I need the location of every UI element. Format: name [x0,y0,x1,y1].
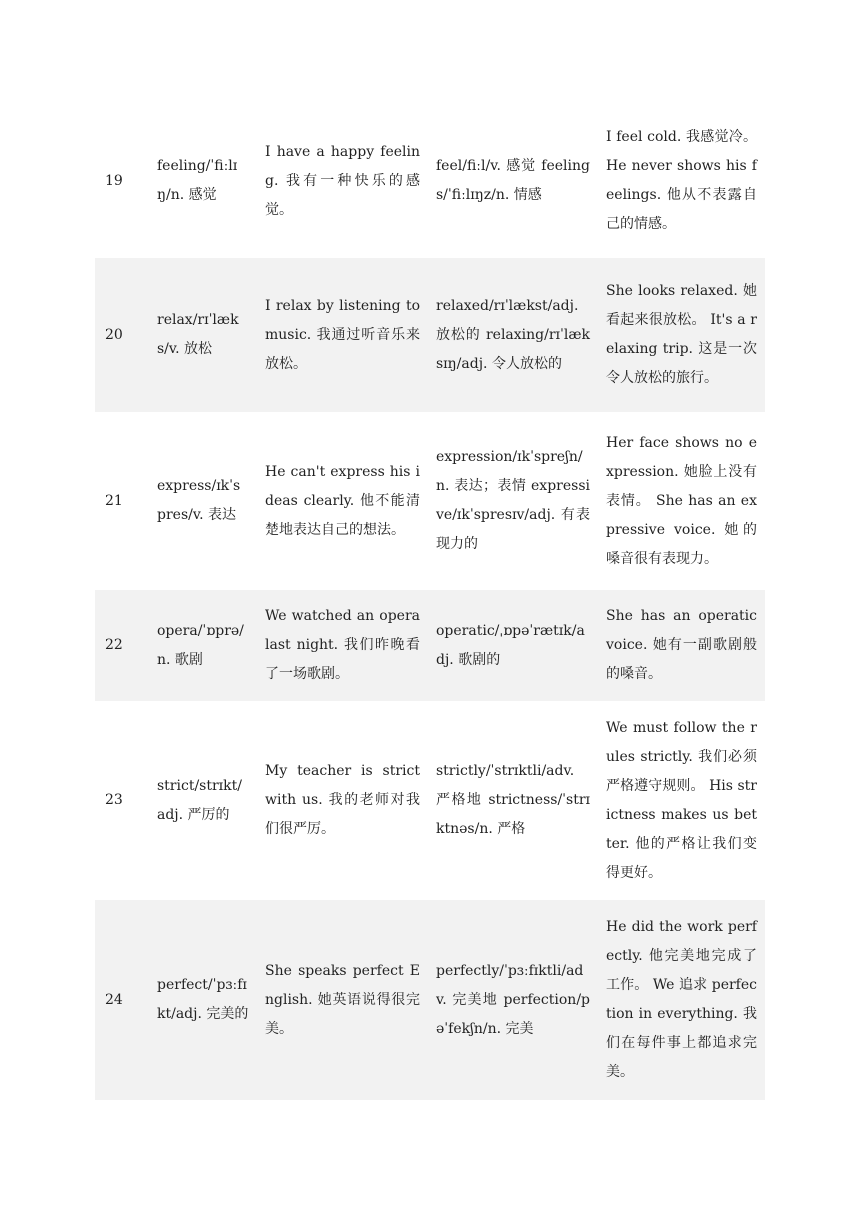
word-entry: express/ɪkˈspres/v. 表达 [157,478,241,523]
word-entry: relax/rɪˈlæks/v. 放松 [149,258,257,412]
example-sentence: She speaks perfect English. 她英语说得很完美。 [257,900,428,1100]
table-row [95,412,765,590]
row-number: 19 [105,172,123,189]
derivatives: relaxed/rɪˈlækst/adj. 放松的 relaxing/rɪˈlæksɪŋ/adj. 令人放松的 [428,258,598,412]
row-number: 23 [105,792,123,808]
table-row [95,104,765,258]
usage-examples: Her face shows no expression. 她脸上没有表情。 She has an expressive voice. 她的嗓音很有表现力。 [606,434,757,567]
usage-examples: He did the work perfectly. 他完美地完成了工作。 We 追求 perfection in everything. 我们在每件事上都追求完美。 [598,900,765,1100]
word-entry: feeling/ˈfiːlɪŋ/n. 感觉 [157,158,238,203]
usage-examples: We must follow the rules strictly. 我们必须严格遵守规则。 His strictness makes us better. 他的严格让我们变得更好。 [606,719,757,881]
vocabulary-table [95,104,765,1100]
usage-examples: She has an operatic voice. 她有一副歌剧般的嗓音。 [598,590,765,701]
example-sentence: He can't express his ideas clearly. 他不能清楚地表达自己的想法。 [265,463,420,538]
example-sentence: I relax by listening to music. 我通过听音乐来放松。 [257,258,428,412]
derivatives: perfectly/ˈpɜːfɪktli/adv. 完美地 perfection/pəˈfekʃn/n. 完美 [428,900,598,1100]
word-entry: strict/strɪkt/adj. 严厉的 [157,777,242,823]
row-number: 20 [95,258,149,412]
table-row [95,590,765,701]
example-sentence: My teacher is strict with us. 我的老师对我们很严厉。 [265,763,420,837]
derivatives: strictly/ˈstrɪktli/adv. 严格地 strictness/ˈstrɪktnəs/n. 严格 [436,763,590,837]
usage-examples: I feel cold. 我感觉冷。 He never shows his feelings. 他从不表露自己的情感。 [606,129,757,232]
derivatives: operatic/ˌɒpəˈrætɪk/adj. 歌剧的 [428,590,598,701]
table-row [95,701,765,900]
table-row [95,900,765,1100]
derivatives: feel/fiːl/v. 感觉 feelings/ˈfiːlɪŋz/n. 情感 [436,158,590,203]
row-number: 21 [105,492,123,509]
usage-examples: She looks relaxed. 她看起来很放松。 It's a relaxing trip. 这是一次令人放松的旅行。 [598,258,765,412]
row-number: 22 [95,590,149,701]
table-row [95,258,765,412]
example-sentence: We watched an opera last night. 我们昨晚看了一场歌剧。 [257,590,428,701]
derivatives: expression/ɪkˈspreʃn/n. 表达；表情 expressive/ɪkˈspresɪv/adj. 有表现力的 [436,449,590,552]
word-entry: opera/ˈɒprə/n. 歌剧 [149,590,257,701]
word-entry: perfect/ˈpɜːfɪkt/adj. 完美的 [149,900,257,1100]
row-number: 24 [95,900,149,1100]
example-sentence: I have a happy feeling. 我有一种快乐的感觉。 [265,143,420,218]
